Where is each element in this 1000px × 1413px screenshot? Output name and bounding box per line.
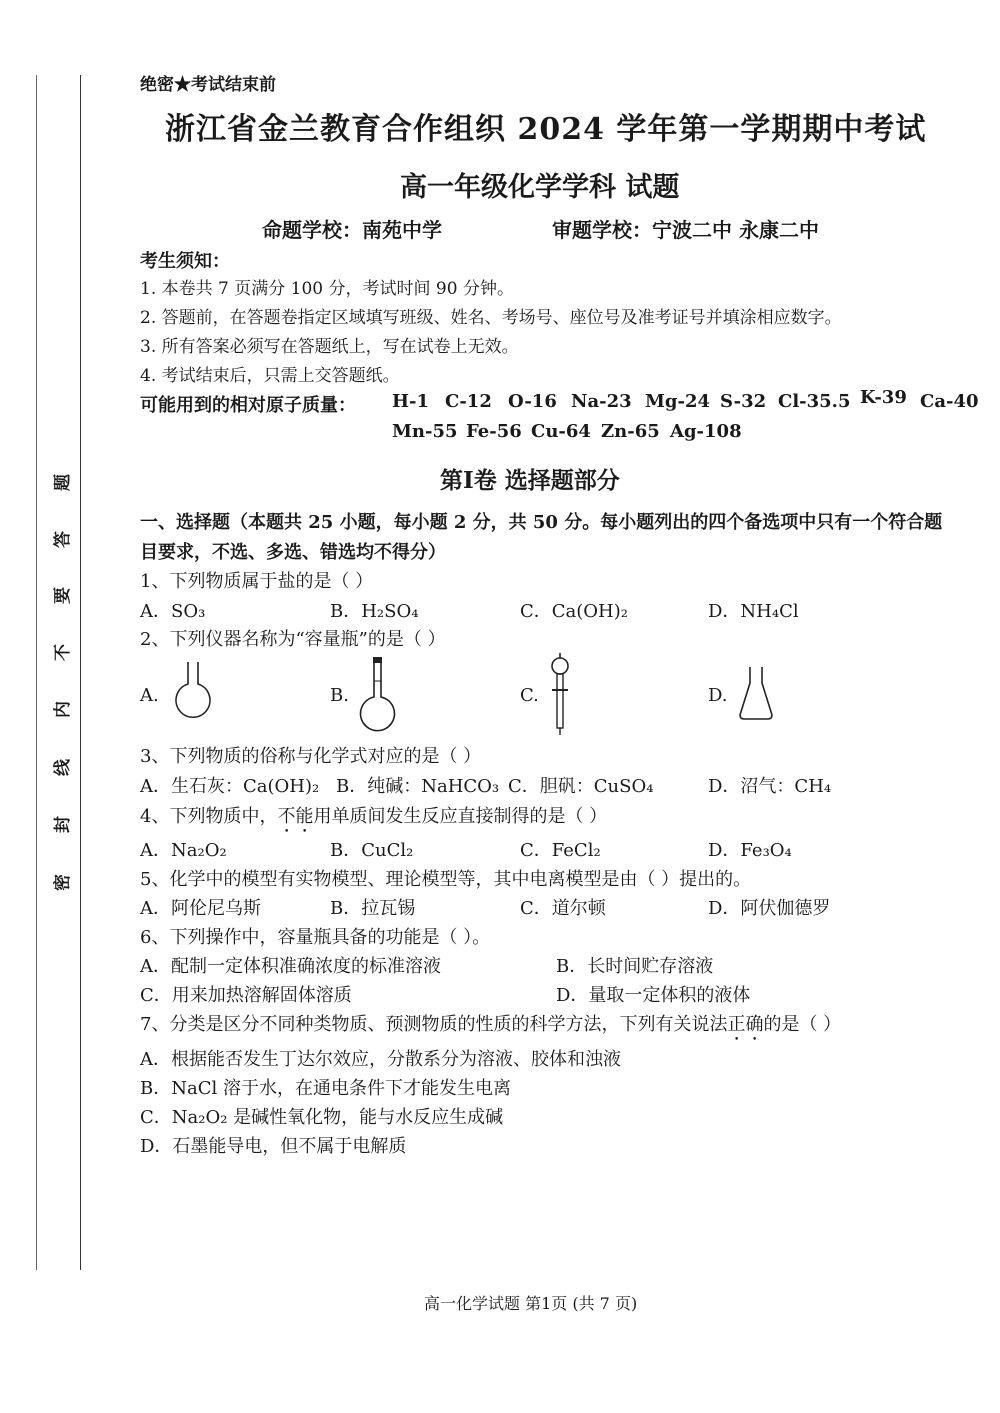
q4-option-c: C．FeCl₂ bbox=[520, 840, 601, 861]
notice-item-1: 1. 本卷共 7 页满分 100 分，考试时间 90 分钟。 bbox=[140, 279, 514, 299]
exam-subtitle: 高一年级化学学科 试题 bbox=[400, 172, 680, 203]
q3-option-c: C．胆矾：CuSO₄ bbox=[508, 776, 654, 797]
section-instruction-2: 目要求，不选、多选、错选均不得分） bbox=[140, 542, 446, 563]
q4-stem-post: 用单质间发生反应直接制得的是（ ） bbox=[313, 806, 608, 827]
margin-line-outer bbox=[36, 75, 37, 1270]
q6-option-b: B．长时间贮存溶液 bbox=[556, 956, 714, 977]
q6-option-c: C．用来加热溶解固体溶质 bbox=[140, 985, 352, 1006]
atomic-mass-C: C-12 bbox=[445, 391, 492, 412]
q5-option-b: B．拉瓦锡 bbox=[330, 898, 416, 919]
section-title: 第Ⅰ卷 选择题部分 bbox=[440, 467, 620, 494]
seal-line-char: 线 bbox=[53, 759, 73, 776]
q3-option-d: D．沼气：CH₄ bbox=[708, 776, 832, 797]
atomic-mass-S: S-32 bbox=[720, 391, 767, 412]
atomic-mass-H: H-1 bbox=[392, 391, 430, 412]
q2-option-b: B. bbox=[330, 685, 349, 706]
seal-line-char: 题 bbox=[53, 474, 73, 491]
q7-option-c: C．Na₂O₂ 是碱性氧化物，能与水反应生成碱 bbox=[140, 1107, 504, 1128]
volumetric-flask-icon bbox=[355, 655, 400, 735]
notice-item-4: 4. 考试结束后，只需上交答题纸。 bbox=[140, 366, 400, 386]
q4-option-d: D．Fe₃O₄ bbox=[708, 840, 792, 861]
notice-item-2: 2. 答题前，在答题卷指定区域填写班级、姓名、考场号、座位号及准考证号并填涂相应数字。 bbox=[140, 308, 842, 328]
q1-option-a: A．SO₃ bbox=[140, 601, 206, 622]
seal-line-char: 要 bbox=[53, 587, 73, 604]
atomic-mass-Zn: Zn-65 bbox=[601, 421, 660, 442]
q5-option-d: D．阿伏伽德罗 bbox=[708, 898, 831, 919]
q1-option-c: C．Ca(OH)₂ bbox=[520, 601, 628, 622]
q4-option-b: B．CuCl₂ bbox=[330, 840, 414, 861]
margin-line-inner bbox=[80, 75, 81, 1270]
reviewer-school: 审题学校：宁波二中 永康二中 bbox=[552, 218, 819, 242]
q5-option-a: A．阿伦尼乌斯 bbox=[140, 898, 261, 919]
q7-stem-emphasis: 正确 bbox=[727, 1014, 764, 1035]
q2-option-c: C. bbox=[520, 685, 539, 706]
q4-option-a: A．Na₂O₂ bbox=[140, 840, 227, 861]
atomic-mass-Cl: Cl-35.5 bbox=[778, 391, 851, 412]
atomic-mass-Ag: Ag-108 bbox=[670, 421, 742, 442]
page-footer: 高一化学试题 第1页 (共 7 页) bbox=[424, 1294, 638, 1313]
separatory-funnel-icon bbox=[545, 652, 575, 736]
atomic-mass-Cu: Cu-64 bbox=[531, 421, 591, 442]
seal-line-char: 不 bbox=[53, 644, 73, 661]
q3-stem: 3、下列物质的俗称与化学式对应的是（ ） bbox=[140, 746, 482, 767]
seal-line-char: 内 bbox=[53, 701, 73, 718]
q2-option-a: A. bbox=[140, 685, 159, 706]
q7-stem-pre: 7、分类是区分不同种类物质、预测物质的性质的科学方法，下列有关说法 bbox=[140, 1014, 728, 1035]
seal-line-char: 密 bbox=[53, 874, 73, 891]
q7-stem bbox=[140, 1010, 841, 1045]
q7-option-b: B．NaCl 溶于水，在通电条件下才能发生电离 bbox=[140, 1078, 511, 1099]
atomic-mass-Mn: Mn-55 bbox=[392, 421, 458, 442]
q7-stem-post: 的是（ ） bbox=[763, 1014, 842, 1035]
exam-title: 浙江省金兰教育合作组织 2024 学年第一学期期中考试 bbox=[165, 112, 927, 147]
atomic-mass-K: K-39 bbox=[860, 387, 907, 408]
notice-item-3: 3. 所有答案必须写在答题纸上，写在试卷上无效。 bbox=[140, 337, 519, 357]
q7-option-d: D．石墨能导电，但不属于电解质 bbox=[140, 1136, 407, 1157]
seal-line-char: 封 bbox=[53, 816, 73, 833]
notice-heading: 考生须知： bbox=[140, 251, 230, 272]
section-instruction-1: 一、选择题（本题共 25 小题，每小题 2 分，共 50 分。每小题列出的四个备选项中只有一个符合题 bbox=[140, 512, 943, 533]
q4-stem-pre: 4、下列物质中， bbox=[140, 806, 278, 827]
q7-option-a: A．根据能否发生丁达尔效应，分散系分为溶液、胶体和浊液 bbox=[140, 1049, 621, 1070]
proposer-school: 命题学校：南苑中学 bbox=[262, 218, 442, 242]
q2-option-d: D. bbox=[708, 685, 728, 706]
atomic-mass-Fe: Fe-56 bbox=[466, 421, 522, 442]
atomic-mass-label: 可能用到的相对原子质量： bbox=[140, 395, 356, 416]
atomic-mass-O: O-16 bbox=[508, 391, 557, 412]
secret-mark: 绝密★考试结束前 bbox=[140, 75, 276, 95]
atomic-mass-Mg: Mg-24 bbox=[645, 391, 711, 412]
q3-option-a: A．生石灰：Ca(OH)₂ bbox=[140, 776, 320, 797]
q5-option-c: C．道尔顿 bbox=[520, 898, 606, 919]
round-flask-icon bbox=[168, 660, 218, 725]
q6-option-d: D．量取一定体积的液体 bbox=[556, 985, 751, 1006]
q1-option-d: D．NH₄Cl bbox=[708, 601, 799, 622]
q6-option-a: A．配制一定体积准确浓度的标准溶液 bbox=[140, 956, 441, 977]
q6-stem: 6、下列操作中，容量瓶具备的功能是（ ）。 bbox=[140, 927, 491, 948]
atomic-mass-Na: Na-23 bbox=[571, 391, 632, 412]
seal-line-char: 答 bbox=[53, 531, 73, 548]
q2-stem: 2、下列仪器名称为“容量瓶”的是（ ） bbox=[140, 629, 446, 650]
q3-option-b: B．纯碱：NaHCO₃ bbox=[336, 776, 500, 797]
q4-stem bbox=[140, 802, 607, 837]
q1-option-b: B．H₂SO₄ bbox=[330, 601, 419, 622]
q1-stem: 1、下列物质属于盐的是（ ） bbox=[140, 571, 374, 592]
conical-flask-icon bbox=[736, 665, 776, 721]
q5-stem: 5、化学中的模型有实物模型、理论模型等，其中电离模型是由（ ）提出的。 bbox=[140, 869, 752, 890]
atomic-mass-Ca: Ca-40 bbox=[920, 391, 979, 412]
q4-stem-emphasis: 不能 bbox=[277, 806, 314, 827]
